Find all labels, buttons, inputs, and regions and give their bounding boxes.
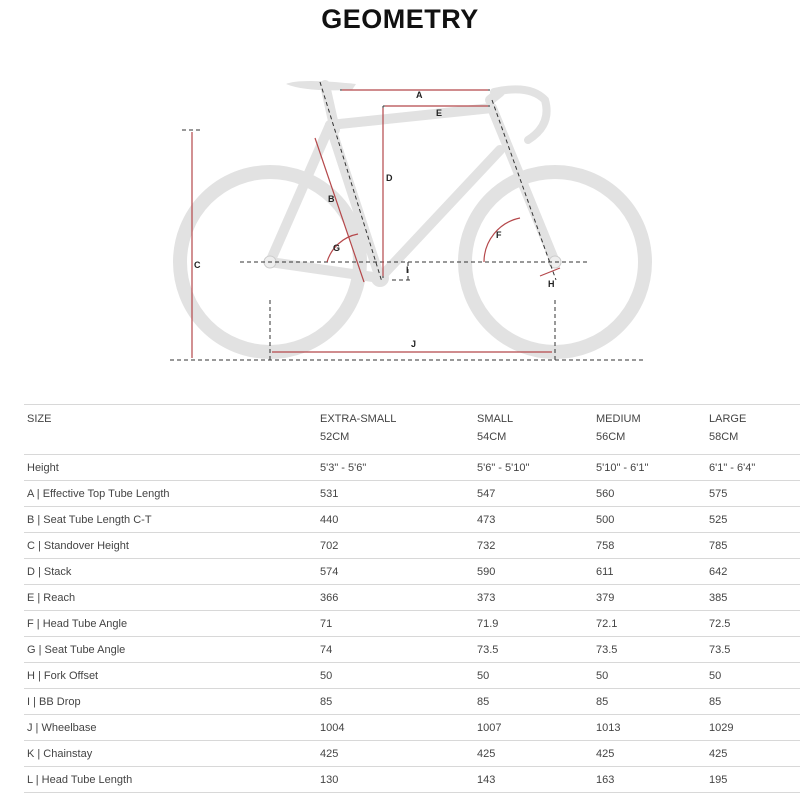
table-row <box>24 507 800 533</box>
row-label: A | Effective Top Tube Length <box>24 481 317 507</box>
row-label: L | Head Tube Length <box>24 767 317 793</box>
row-value: 74 <box>317 637 474 663</box>
label-c: C <box>194 260 201 270</box>
row-value: 73.5 <box>593 637 706 663</box>
label-b: B <box>328 194 335 204</box>
label-e: E <box>436 108 443 118</box>
row-value: 385 <box>706 585 800 611</box>
row-value: 1029 <box>706 715 800 741</box>
row-value: 590 <box>474 559 593 585</box>
row-label: C | Standover Height <box>24 533 317 559</box>
row-value: 85 <box>706 689 800 715</box>
row-value: 72.1 <box>593 611 706 637</box>
row-value: 50 <box>474 663 593 689</box>
reference-lines <box>170 82 645 360</box>
table-row <box>24 559 800 585</box>
row-value: 50 <box>706 663 800 689</box>
row-value: 50 <box>593 663 706 689</box>
geometry-table <box>24 404 800 793</box>
page-title: GEOMETRY <box>321 4 479 34</box>
table-row <box>24 533 800 559</box>
row-value: 702 <box>317 533 474 559</box>
row-value: 5'10" - 6'1" <box>593 455 706 481</box>
row-value: 425 <box>706 741 800 767</box>
row-value: 1013 <box>593 715 706 741</box>
header-size-cm: 56CM <box>596 431 626 443</box>
header-size-name: EXTRA-SMALL <box>320 413 397 425</box>
header-size-cm: 54CM <box>477 431 507 443</box>
header-size-name: SMALL <box>477 413 514 425</box>
header-size-label: SIZE <box>24 405 317 455</box>
row-value: 642 <box>706 559 800 585</box>
header-size-l <box>706 405 800 455</box>
row-label: E | Reach <box>24 585 317 611</box>
bike-geometry-diagram <box>0 60 800 380</box>
row-value: 163 <box>593 767 706 793</box>
header-size-m <box>593 405 706 455</box>
row-value: 85 <box>593 689 706 715</box>
row-value: 73.5 <box>474 637 593 663</box>
label-d: D <box>386 173 393 183</box>
row-value: 1004 <box>317 715 474 741</box>
row-value: 440 <box>317 507 474 533</box>
row-label: I | BB Drop <box>24 689 317 715</box>
row-label: D | Stack <box>24 559 317 585</box>
table-body <box>24 455 800 793</box>
row-label: Height <box>24 455 317 481</box>
bottom-bracket <box>371 269 389 287</box>
row-value: 85 <box>317 689 474 715</box>
table-row <box>24 585 800 611</box>
row-value: 373 <box>474 585 593 611</box>
row-value: 547 <box>474 481 593 507</box>
row-label: H | Fork Offset <box>24 663 317 689</box>
row-value: 1007 <box>474 715 593 741</box>
row-value: 425 <box>593 741 706 767</box>
row-value: 758 <box>593 533 706 559</box>
header-size-s <box>474 405 593 455</box>
header-size-name: LARGE <box>709 413 747 425</box>
row-label: K | Chainstay <box>24 741 317 767</box>
row-value: 50 <box>317 663 474 689</box>
row-value: 5'3" - 5'6" <box>317 455 474 481</box>
row-value: 71 <box>317 611 474 637</box>
row-label: J | Wheelbase <box>24 715 317 741</box>
row-value: 560 <box>593 481 706 507</box>
label-i: I <box>406 265 409 275</box>
row-value: 72.5 <box>706 611 800 637</box>
table-row <box>24 767 800 793</box>
table-row <box>24 481 800 507</box>
row-value: 531 <box>317 481 474 507</box>
row-label: F | Head Tube Angle <box>24 611 317 637</box>
header-size-name: MEDIUM <box>596 413 641 425</box>
row-value: 379 <box>593 585 706 611</box>
label-h: H <box>548 279 555 289</box>
table-row <box>24 637 800 663</box>
row-value: 85 <box>474 689 593 715</box>
row-value: 574 <box>317 559 474 585</box>
row-value: 366 <box>317 585 474 611</box>
table-header-row <box>24 405 800 455</box>
label-g: G <box>333 243 341 253</box>
row-value: 611 <box>593 559 706 585</box>
table-row <box>24 715 800 741</box>
row-value: 425 <box>474 741 593 767</box>
row-value: 575 <box>706 481 800 507</box>
table-row <box>24 663 800 689</box>
header-size-xs <box>317 405 474 455</box>
row-value: 5'6" - 5'10" <box>474 455 593 481</box>
row-value: 473 <box>474 507 593 533</box>
row-value: 525 <box>706 507 800 533</box>
header-size-cm: 52CM <box>320 431 350 443</box>
row-value: 130 <box>317 767 474 793</box>
row-label: G | Seat Tube Angle <box>24 637 317 663</box>
table-row <box>24 455 800 481</box>
row-value: 73.5 <box>706 637 800 663</box>
row-value: 425 <box>317 741 474 767</box>
row-value: 732 <box>474 533 593 559</box>
row-value: 6'1" - 6'4" <box>706 455 800 481</box>
row-label: B | Seat Tube Length C-T <box>24 507 317 533</box>
row-value: 195 <box>706 767 800 793</box>
label-a: A <box>416 90 423 100</box>
table-row <box>24 689 800 715</box>
row-value: 71.9 <box>474 611 593 637</box>
row-value: 785 <box>706 533 800 559</box>
row-value: 500 <box>593 507 706 533</box>
header-size-cm: 58CM <box>709 431 739 443</box>
label-f: F <box>496 230 502 240</box>
row-value: 143 <box>474 767 593 793</box>
bike-illustration <box>0 60 800 380</box>
table-row <box>24 611 800 637</box>
table-row <box>24 741 800 767</box>
label-j: J <box>411 339 417 349</box>
